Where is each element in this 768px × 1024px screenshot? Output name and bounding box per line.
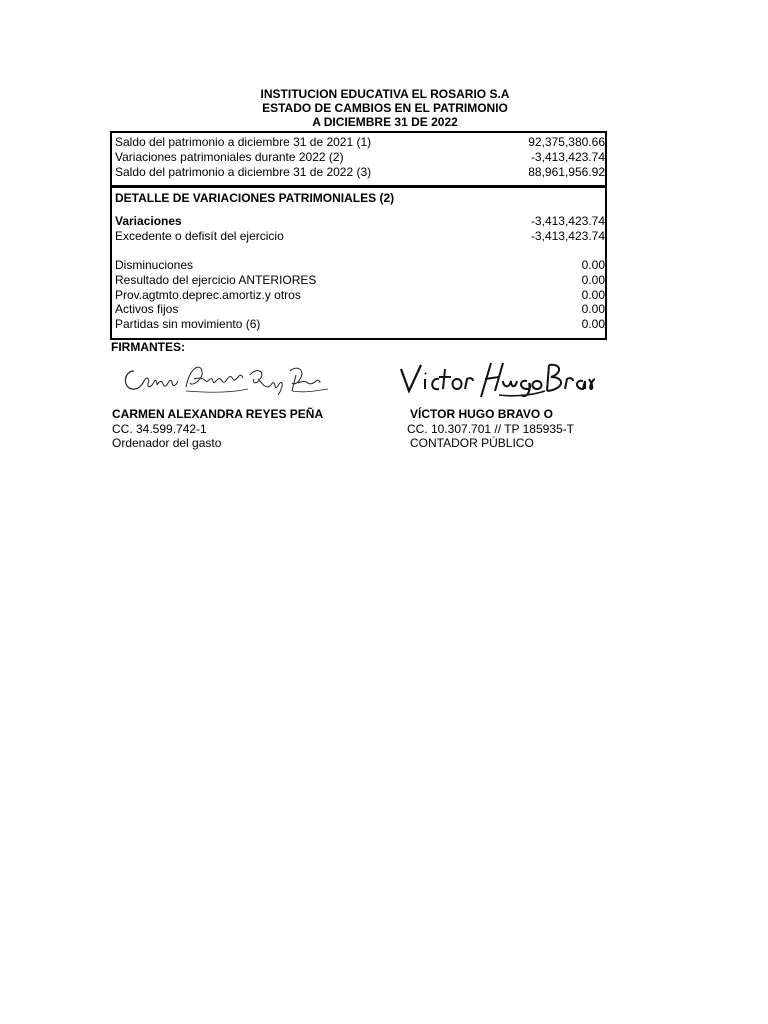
- document-title-statement: ESTADO DE CAMBIOS EN EL PATRIMONIO: [262, 101, 508, 115]
- detail-row: [115, 317, 605, 332]
- summary-row: [115, 150, 605, 165]
- summary-row-value: 92,375,380.66: [528, 135, 605, 149]
- excedente-label: Excedente o defisít del ejercicio: [115, 229, 284, 243]
- signer-right-role: CONTADOR PÚBLICO: [410, 436, 534, 450]
- detail-row-excedente: [115, 229, 605, 244]
- signer-right-id: CC. 10.307.701 // TP 185935-T: [407, 422, 574, 436]
- variaciones-value: -3,413,423.74: [530, 214, 605, 228]
- summary-row-label: Saldo del patrimonio a diciembre 31 de 2021 (1): [115, 135, 372, 149]
- variaciones-label: Variaciones: [115, 214, 182, 228]
- detail-heading: [115, 191, 605, 206]
- excedente-value: -3,413,423.74: [530, 229, 605, 243]
- detail-row-value: 0.00: [581, 317, 605, 331]
- detail-row: [115, 302, 605, 317]
- signers-heading: FIRMANTES:: [111, 340, 185, 354]
- summary-row-value: -3,413,423.74: [530, 150, 605, 164]
- detail-row-label: Prov.agtmto.deprec.amortiz.y otros: [115, 288, 301, 302]
- signature-left-image: [120, 357, 330, 403]
- summary-row-value: 88,961,956.92: [528, 165, 605, 179]
- document-title-date: A DICIEMBRE 31 DE 2022: [312, 115, 458, 129]
- detail-row-label: Activos fijos: [115, 302, 179, 316]
- signer-right-name: VÍCTOR HUGO BRAVO O: [410, 407, 553, 421]
- detail-row-label: Resultado del ejercicio ANTERIORES: [115, 273, 317, 287]
- detail-row: [115, 288, 605, 303]
- summary-row-label: Variaciones patrimoniales durante 2022 (2): [115, 150, 344, 164]
- summary-row-label: Saldo del patrimonio a diciembre 31 de 2022 (3): [115, 165, 372, 179]
- signer-left-role: Ordenador del gasto: [112, 436, 222, 450]
- summary-row: [115, 135, 605, 150]
- detail-row: [115, 273, 605, 288]
- detail-table: [110, 186, 607, 340]
- signer-left-id: CC. 34.599.742-1: [112, 422, 207, 436]
- detail-row-variaciones: [115, 214, 605, 229]
- detail-row-label: Disminuciones: [115, 258, 194, 272]
- detail-heading-label: DETALLE DE VARIACIONES PATRIMONIALES (2): [115, 191, 395, 205]
- detail-row-value: 0.00: [581, 273, 605, 287]
- detail-row-value: 0.00: [581, 302, 605, 316]
- detail-row-label: Partidas sin movimiento (6): [115, 317, 261, 331]
- summary-table: [110, 131, 607, 187]
- detail-row-value: 0.00: [581, 258, 605, 272]
- signer-left-name: CARMEN ALEXANDRA REYES PEÑA: [112, 407, 324, 421]
- signature-right-image: [395, 355, 595, 401]
- detail-row-value: 0.00: [581, 288, 605, 302]
- summary-row: [115, 165, 605, 180]
- detail-row: [115, 258, 605, 273]
- document-title-institution: INSTITUCION EDUCATIVA EL ROSARIO S.A: [260, 87, 510, 101]
